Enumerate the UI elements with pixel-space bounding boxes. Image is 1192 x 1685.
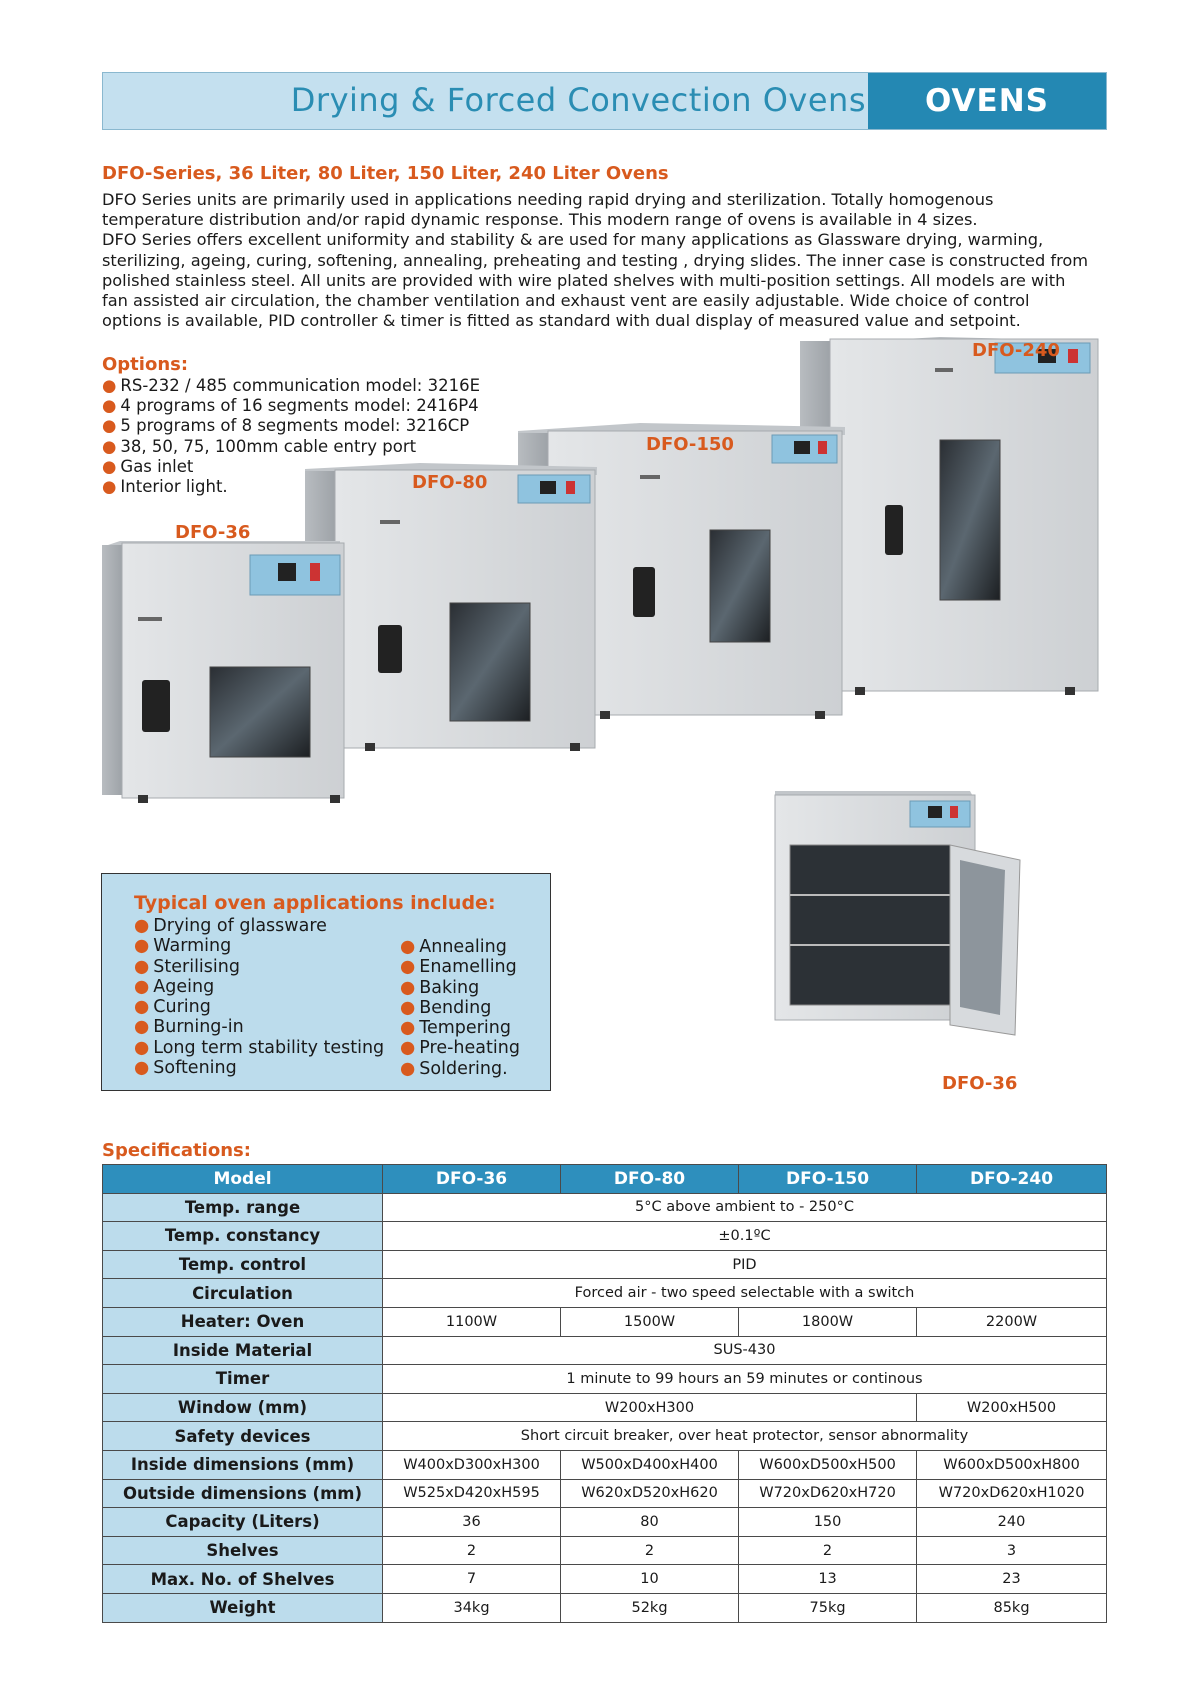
column-header: DFO-240 [917, 1165, 1107, 1194]
intro-line: sterilizing, ageing, curing, softening, annealing, preheating and testing , drying slides. The inner case is constructed from [102, 250, 1089, 270]
table-row [103, 1250, 1107, 1279]
column-header: DFO-80 [561, 1165, 739, 1194]
application-text: Softening [153, 1058, 237, 1079]
table-row [103, 1193, 1107, 1222]
application-item [400, 957, 520, 977]
bullet-icon: ● [134, 956, 150, 977]
option-item [102, 416, 480, 436]
cell: W200xH300 [383, 1393, 917, 1422]
cell: 1500W [561, 1307, 739, 1336]
bullet-icon: ● [134, 1058, 150, 1079]
table-header-row [103, 1165, 1107, 1194]
cell: 80 [561, 1508, 739, 1537]
cell: 5°C above ambient to - 250°C [383, 1193, 1107, 1222]
application-text: Drying of glassware [153, 916, 327, 936]
table-row [103, 1422, 1107, 1451]
application-text: Tempering [419, 1018, 511, 1039]
table-row [103, 1279, 1107, 1308]
application-text: Warming [153, 936, 232, 957]
cell: 7 [383, 1565, 561, 1594]
oven-dfo-80 [305, 463, 597, 751]
row-label: Temp. control [103, 1250, 383, 1279]
table-row [103, 1508, 1107, 1537]
row-label: Weight [103, 1593, 383, 1622]
oven-dfo-240 [800, 337, 1100, 695]
table-row [103, 1536, 1107, 1565]
cell: 36 [383, 1508, 561, 1537]
applications-box [101, 873, 551, 1091]
intro-heading: DFO-Series, 36 Liter, 80 Liter, 150 Liter, 240 Liter Ovens [102, 163, 669, 184]
applications-col2 [400, 937, 520, 1079]
application-item [134, 1058, 384, 1078]
row-label: Max. No. of Shelves [103, 1565, 383, 1594]
intro-line: temperature distribution and/or rapid dynamic response. This modern range of ovens is available in 4 sizes. [102, 210, 978, 230]
applications-heading: Typical oven applications include: [134, 892, 496, 914]
table-row [103, 1479, 1107, 1508]
bullet-icon: ● [134, 1037, 150, 1058]
cell: ±0.1ºC [383, 1222, 1107, 1251]
cell: W720xD620xH720 [739, 1479, 917, 1508]
page-title: Drying & Forced Convection Ovens [290, 81, 866, 119]
intro-line: options is available, PID controller & timer is fitted as standard with dual display of measured value and setpoint. [102, 311, 1021, 331]
cell: W500xD400xH400 [561, 1450, 739, 1479]
option-item [102, 457, 480, 477]
bullet-icon: ● [400, 957, 416, 978]
bullet-icon: ● [134, 1017, 150, 1038]
option-text: Interior light. [120, 477, 228, 497]
oven-dfo-36-open [775, 791, 1020, 1035]
row-label: Shelves [103, 1536, 383, 1565]
label-dfo-80: DFO-80 [412, 472, 488, 493]
application-item [400, 978, 520, 998]
cell: 52kg [561, 1593, 739, 1622]
row-label: Outside dimensions (mm) [103, 1479, 383, 1508]
row-label: Timer [103, 1365, 383, 1394]
option-text: RS-232 / 485 communication model: 3216E [120, 376, 481, 395]
table-row [103, 1450, 1107, 1479]
row-label: Safety devices [103, 1422, 383, 1451]
option-item [102, 477, 480, 497]
applications-col1 [134, 916, 384, 1078]
table-row [103, 1565, 1107, 1594]
oven-dfo-36 [102, 541, 344, 803]
table-row [103, 1593, 1107, 1622]
bullet-icon: ● [102, 436, 117, 456]
option-item [102, 376, 480, 396]
bullet-icon: ● [102, 376, 117, 395]
application-item [400, 937, 520, 957]
table-row [103, 1222, 1107, 1251]
bullet-icon: ● [102, 396, 117, 416]
application-text: Enamelling [419, 957, 517, 978]
application-text: Ageing [153, 976, 215, 997]
category-tag: OVENS [868, 73, 1106, 129]
bullet-icon: ● [400, 937, 416, 957]
application-item [134, 1017, 384, 1037]
option-text: 38, 50, 75, 100mm cable entry port [120, 436, 417, 456]
option-text: Gas inlet [120, 456, 194, 476]
specifications-heading: Specifications: [102, 1140, 251, 1161]
intro-line: DFO Series offers excellent uniformity and stability & are used for many applications as Glassware drying, warming, [102, 230, 1044, 250]
intro-line: fan assisted air circulation, the chamber ventilation and exhaust vent are easily adjustable. Wide choice of control [102, 291, 1030, 311]
row-label: Window (mm) [103, 1393, 383, 1422]
cell: W600xD500xH800 [917, 1450, 1107, 1479]
application-text: Soldering. [419, 1058, 508, 1079]
table-row [103, 1365, 1107, 1394]
cell: W720xD620xH1020 [917, 1479, 1107, 1508]
application-item [134, 977, 384, 997]
cell: 2 [383, 1536, 561, 1565]
bullet-icon: ● [134, 997, 150, 1018]
cell: W200xH500 [917, 1393, 1107, 1422]
cell: 2 [561, 1536, 739, 1565]
cell: 2200W [917, 1307, 1107, 1336]
bullet-icon: ● [102, 477, 117, 497]
application-text: Burning-in [153, 1017, 244, 1038]
cell: 240 [917, 1508, 1107, 1537]
bullet-icon: ● [400, 1038, 416, 1059]
label-dfo-36-open: DFO-36 [942, 1073, 1018, 1094]
cell: 1 minute to 99 hours an 59 minutes or continous [383, 1365, 1107, 1394]
column-header: Model [103, 1165, 383, 1194]
option-item [102, 396, 480, 416]
application-item [134, 916, 384, 936]
table-row [103, 1336, 1107, 1365]
bullet-icon: ● [134, 916, 150, 936]
application-text: Pre-heating [419, 1038, 520, 1059]
cell: Forced air - two speed selectable with a switch [383, 1279, 1107, 1308]
application-text: Baking [419, 977, 480, 998]
option-item [102, 437, 480, 457]
row-label: Heater: Oven [103, 1307, 383, 1336]
bullet-icon: ● [400, 997, 416, 1018]
cell: 1800W [739, 1307, 917, 1336]
row-label: Inside Material [103, 1336, 383, 1365]
application-item [134, 997, 384, 1017]
bullet-icon: ● [134, 936, 150, 957]
bullet-icon: ● [400, 977, 416, 998]
options-list [102, 354, 480, 497]
bullet-icon: ● [400, 1018, 416, 1039]
cell: 13 [739, 1565, 917, 1594]
column-header: DFO-150 [739, 1165, 917, 1194]
cell: 1100W [383, 1307, 561, 1336]
row-label: Inside dimensions (mm) [103, 1450, 383, 1479]
application-item [400, 998, 520, 1018]
option-text: 5 programs of 8 segments model: 3216CP [120, 416, 470, 436]
label-dfo-150: DFO-150 [646, 434, 734, 455]
row-label: Circulation [103, 1279, 383, 1308]
specifications-table [102, 1164, 1107, 1623]
row-label: Temp. range [103, 1193, 383, 1222]
label-dfo-240: DFO-240 [972, 340, 1060, 361]
column-header: DFO-36 [383, 1165, 561, 1194]
options-heading: Options: [102, 354, 189, 375]
table-row [103, 1307, 1107, 1336]
cell: PID [383, 1250, 1107, 1279]
intro-line: DFO Series units are primarily used in applications needing rapid drying and sterilization. Totally homogenous [102, 190, 994, 209]
cell: W620xD520xH620 [561, 1479, 739, 1508]
cell: 2 [739, 1536, 917, 1565]
application-text: Curing [153, 997, 211, 1018]
cell: 75kg [739, 1593, 917, 1622]
bullet-icon: ● [134, 976, 150, 997]
row-label: Temp. constancy [103, 1222, 383, 1251]
intro-paragraph [102, 190, 1112, 331]
table-row [103, 1393, 1107, 1422]
application-text: Annealing [419, 937, 507, 957]
application-item [400, 1059, 520, 1079]
row-label: Capacity (Liters) [103, 1508, 383, 1537]
application-item [400, 1038, 520, 1058]
cell: 23 [917, 1565, 1107, 1594]
option-text: 4 programs of 16 segments model: 2416P4 [120, 396, 479, 416]
intro-line: polished stainless steel. All units are provided with wire plated shelves with multi-position settings. All models are with [102, 270, 1066, 290]
cell: SUS-430 [383, 1336, 1107, 1365]
cell: W525xD420xH595 [383, 1479, 561, 1508]
bullet-icon: ● [102, 416, 117, 436]
application-text: Long term stability testing [153, 1037, 385, 1058]
application-item [134, 1038, 384, 1058]
application-item [134, 936, 384, 956]
cell: 150 [739, 1508, 917, 1537]
bullet-icon: ● [400, 1058, 416, 1079]
application-text: Bending [419, 997, 492, 1018]
bullet-icon: ● [102, 456, 117, 476]
cell: W400xD300xH300 [383, 1450, 561, 1479]
cell: 34kg [383, 1593, 561, 1622]
application-item [134, 957, 384, 977]
cell: 10 [561, 1565, 739, 1594]
cell: 3 [917, 1536, 1107, 1565]
application-text: Sterilising [153, 956, 240, 977]
cell: 85kg [917, 1593, 1107, 1622]
header-banner [102, 72, 1107, 130]
application-item [400, 1018, 520, 1038]
cell: W600xD500xH500 [739, 1450, 917, 1479]
cell: Short circuit breaker, over heat protector, sensor abnormality [383, 1422, 1107, 1451]
label-dfo-36: DFO-36 [175, 522, 251, 543]
